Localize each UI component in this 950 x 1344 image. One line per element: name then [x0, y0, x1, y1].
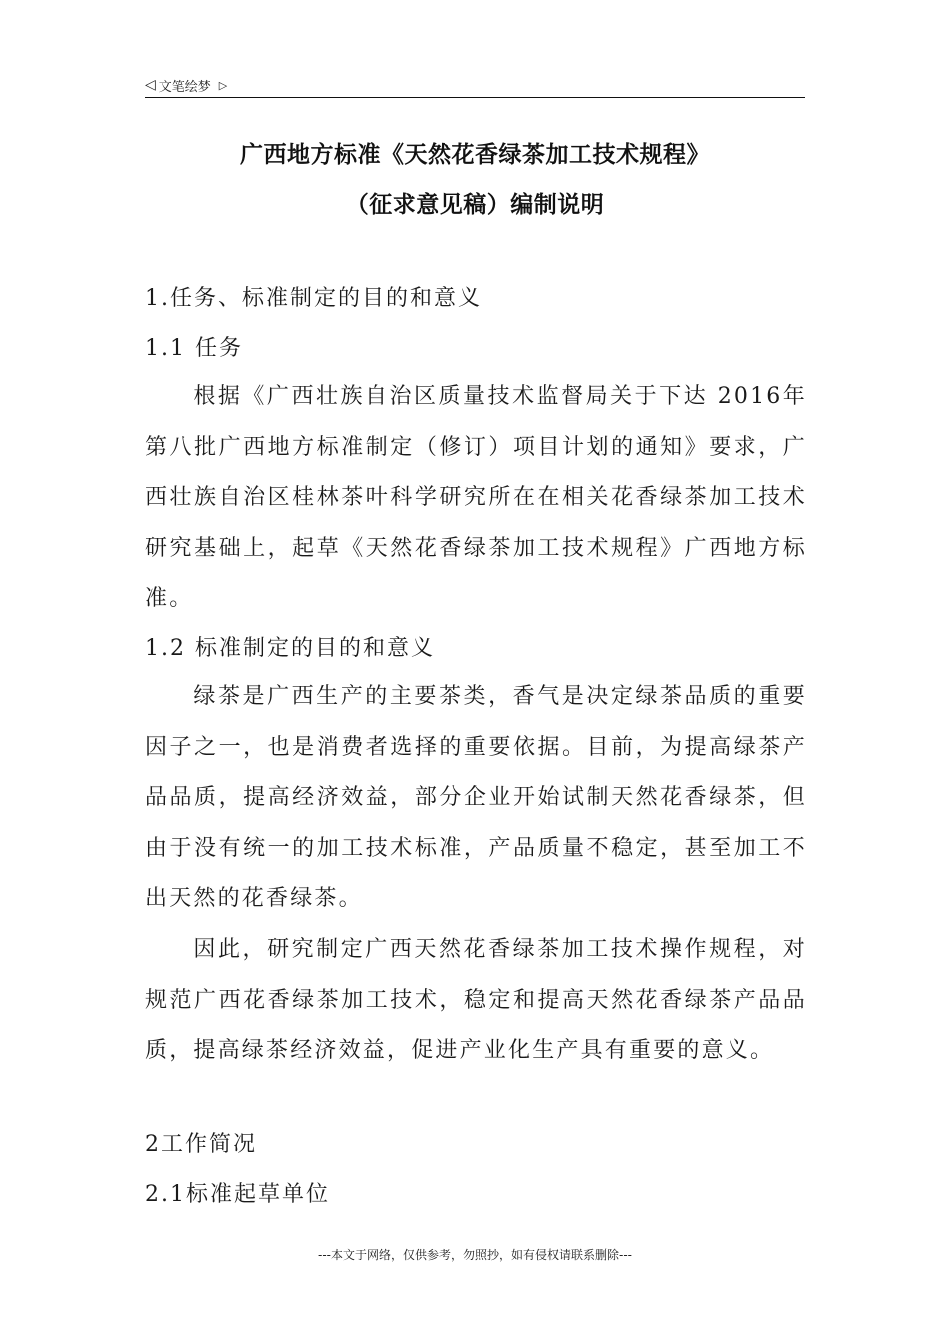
section-1-1-heading: 1.1 任务 — [145, 336, 243, 361]
section-1-heading: 1.任务、标准制定的目的和意义 — [145, 286, 482, 311]
document-title: 广西地方标准《天然花香绿茶加工技术规程》 — [240, 142, 710, 168]
page-footer: ---本文于网络，仅供参考，勿照抄，如有侵权请联系删除--- — [318, 1248, 632, 1262]
section-1-2-paragraph-1: 绿茶是广西生产的主要茶类，香气是决定绿茶品质的重要因子之一，也是消费者选择的重要依据。目前，为提高绿茶产品品质，提高经济效益，部分企业开始试制天然花香绿茶，但由于没有统一的加工技术标准，产品质量不稳定，甚至加工不出天然的花香绿茶。 — [145, 684, 807, 911]
section-2-1-heading: 2.1标准起草单位 — [145, 1182, 330, 1207]
header-label: 文笔绘梦 — [158, 79, 211, 95]
page-header — [145, 74, 227, 96]
header-rule — [145, 97, 805, 98]
section-1-2-heading: 1.2 标准制定的目的和意义 — [145, 636, 435, 661]
left-triangle-icon: ◁ — [145, 77, 156, 93]
document-subtitle: （征求意见稿）编制说明 — [345, 192, 605, 218]
section-2-heading: 2工作简况 — [145, 1132, 257, 1157]
section-1-1-paragraph: 根据《广西壮族自治区质量技术监督局关于下达 2016年第八批广西地方标准制定（修订）项目计划的通知》要求，广西壮族自治区桂林茶叶科学研究所在在相关花香绿茶加工技术研究基础上，起草《天然花香绿茶加工技术规程》广西地方标准。 — [145, 384, 807, 611]
section-1-2-paragraph-2: 因此，研究制定广西天然花香绿茶加工技术操作规程，对规范广西花香绿茶加工技术，稳定和提高天然花香绿茶产品品质，提高绿茶经济效益，促进产业化生产具有重要的意义。 — [145, 937, 807, 1063]
right-triangle-icon: ▷ — [218, 78, 228, 92]
